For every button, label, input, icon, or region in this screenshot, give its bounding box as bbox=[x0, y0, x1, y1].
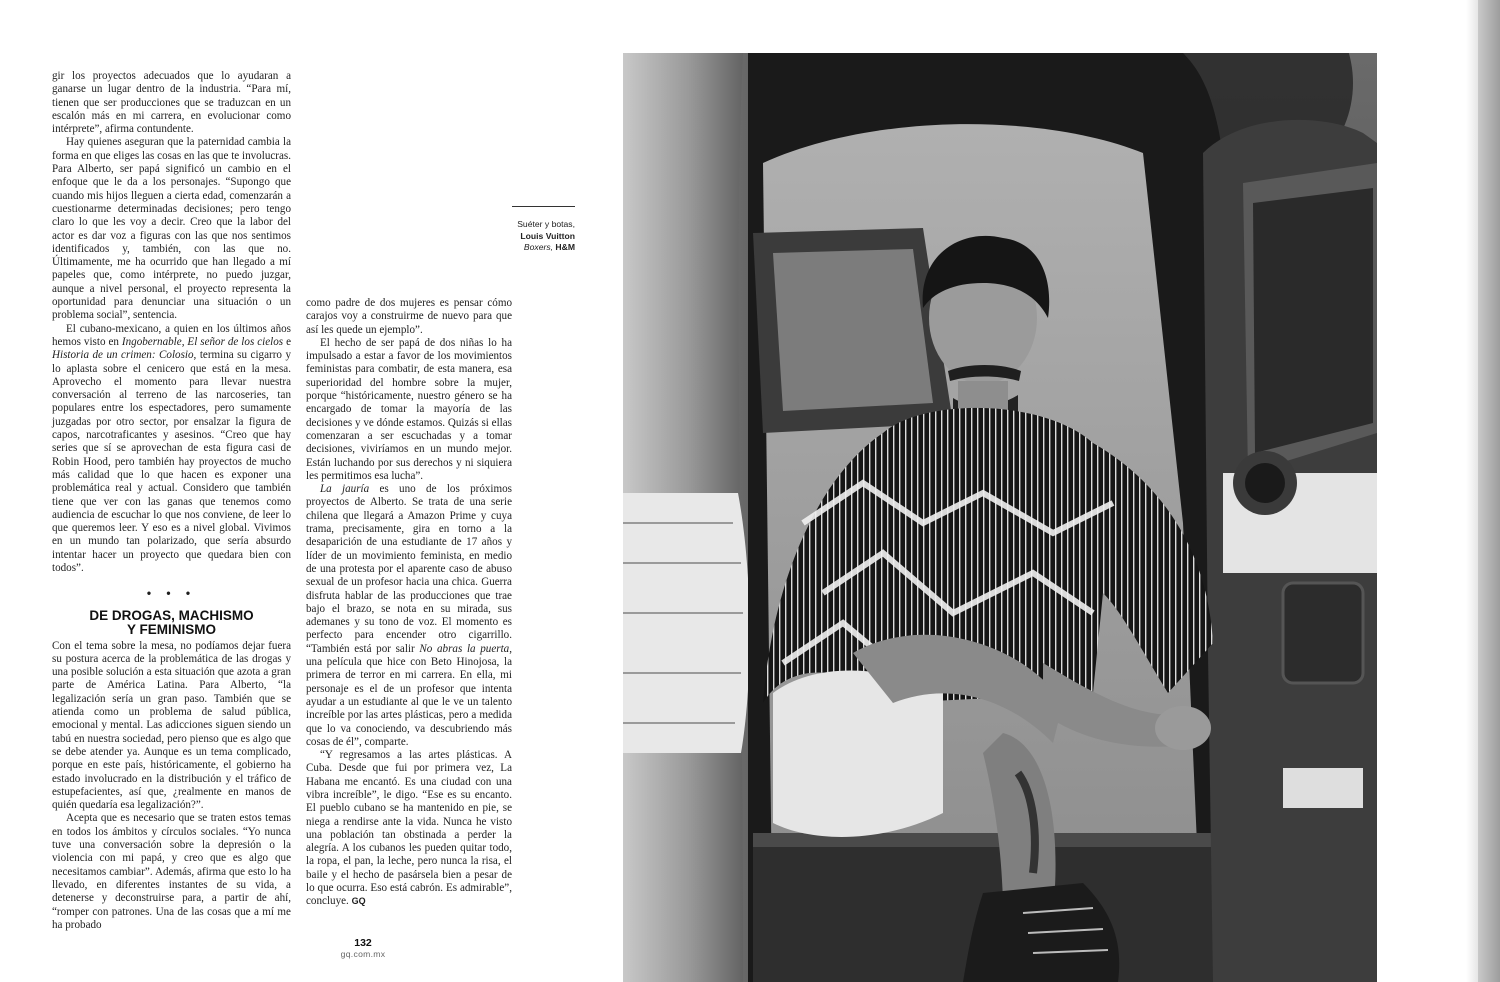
paragraph: “Y regresamos a las artes plásticas. A Cuba. Desde que fui por primera vez, La Habana me encantó. Es una ciudad con una vibra increíble”, le digo. “Ese es su encanto. El pueblo cubano se ha mantenido en pie, se niega a rendirse ante la vida. Nunca he visto una población tan obstinada a perder la alegría. A los cubanos les pueden quitar todo, la ropa, el pan, la leche, pero nunca la risa, el baile y el hecho de pasársela bien a pesar de lo que ocurra. Eso está cabrón. Es admirable”, concluye. GQ bbox=[306, 749, 512, 908]
article-column-2 bbox=[306, 297, 512, 909]
page-footer bbox=[323, 937, 403, 959]
photo-illustration bbox=[623, 53, 1377, 982]
page-number: 132 bbox=[354, 937, 372, 949]
section-divider-dots: • • • bbox=[146, 586, 197, 601]
paragraph: Acepta que es necesario que se traten estos temas en todos los ámbitos y círculos sociales. “Yo nunca tuve una conversación sobre la depresión o la violencia con mi papá, y creo que es algo que necesitamos cambiar”. Además, afirma que esto lo ha llevado, en diferentes instantes de su vida, a detenerse y deconstruirse para, a partir de ahí, “romper con patrones. Una de las cosas que a mí me ha probado bbox=[52, 812, 291, 931]
paragraph: gir los proyectos adecuados que lo ayudaran a ganarse un lugar dentro de la industria. “Para mí, tienen que ser producciones que se traduzcan en un escalón más en mi carrera, en evolucionar como intérprete”, afirma contundente. bbox=[52, 70, 291, 136]
section-heading: DE DROGAS, MACHISMO Y FEMINISMO bbox=[89, 607, 254, 638]
photo-caption: Suéter y botas, Louis Vuitton Boxers, H&M bbox=[517, 219, 575, 252]
paragraph: como padre de dos mujeres es pensar cómo carajos voy a construirme de nuevo para que así les quede un ejemplo”. bbox=[306, 297, 512, 336]
paragraph: El hecho de ser papá de dos niñas lo ha impulsado a estar a favor de los movimientos feministas para combatir, de esta manera, esa superioridad del hombre sobre la mujer, porque “históricamente, nuestro género se ha encargado de tomar la mayoría de las decisiones y ve dónde estamos. Quizás si ellas comenzaran a ser escuchadas y a tomar decisiones, viviríamos en un mundo mejor. Están luchando por sus derechos y ni siquiera les permitimos esa lucha”. bbox=[306, 336, 512, 482]
caption-rule bbox=[512, 206, 575, 207]
page-edge-highlight bbox=[1466, 0, 1478, 982]
end-mark-logo: GQ bbox=[351, 896, 366, 907]
paragraph: Hay quienes aseguran que la paternidad cambia la forma en que eliges las cosas en las que te involucras. Para Alberto, ser papá significó un cambio en el enfoque que le da a los personajes. “Supongo que cuando mis hijos lleguen a cierta edad, comenzarán a cuestionarme determinadas decisiones; pero tengo claro lo que les voy a decir. Creo que la labor del actor es dar voz a figuras con las que nos sentimos identificados y, también, con las que no. Últimamente, me ha ocurrido que han llegado a mí papeles que, como intérprete, no puedo juzgar, aunque a nivel personal, el proyecto representa la oportunidad para denunciar una situación o un problema social”, sentencia. bbox=[52, 136, 291, 322]
paragraph: El cubano-mexicano, a quien en los últimos años hemos visto en Ingobernable, El señor de los cielos e Historia de un crimen: Colosio, termina su cigarro y lo aplasta sobre el cenicero que está en la mesa. Aprovecho el momento para llevar nuestra conversación al terreno de las narcoseries, tan populares entre los espectadores, pero sumamente juzgadas por otro sector, por ensalzar la figura de capos, narcotraficantes y asesinos. “Creo que hay series que sí se aprovechan de esta figura casi de Robin Hood, pero también hay proyectos de mucho más calidad que lo que hacen es exponer una problemática real y actual. Considero que también tiene que ver con las ganas que tenemos como audiencia de escuchar lo que nos conviene, de leer lo que queremos leer. Y eso es a nivel global. Vivimos en un mundo tan polarizado, que sería absurdo intentar hacer un proyecto que quedara bien con todos”. bbox=[52, 322, 291, 574]
paragraph: La jauría es uno de los próximos proyectos de Alberto. Se trata de una serie chilena que llegará a Amazon Prime y cuya trama, precisamente, gira en torno a la desaparición de una estudiante de 17 años y líder de un movimiento feminista, en medio de una protesta por el aparente caso de abuso sexual de un profesor hacia una chica. Guerra disfruta hablar de las producciones que trae bajo el brazo, se nota en su mirada, sus ademanes y su tono de voz. El momento es perfecto para encender otro cigarrillo. “También está por salir No abras la puerta, una película que hice con Beto Hinojosa, la primera de terror en mi carrera. En ella, mi personaje es el de un profesor que intenta ayudar a un estudiante al que le ve un talento increíble por las artes plásticas, pero a medida que lo va conociendo, va descubriendo más cosas de él”, comparte. bbox=[306, 483, 512, 748]
photo-man-sitting-in-van-trunk bbox=[623, 53, 1377, 982]
paragraph: Con el tema sobre la mesa, no podíamos dejar fuera su postura acerca de la problemática de las drogas y una posible solución a esta situación que azota a gran parte de América Latina. Para Alberto, “la legalización sería un gran paso. También que se atienda como un problema de salud pública, emocional y mental. Las adicciones siguen siendo un tabú en nuestra sociedad, pero pienso que es algo que se debe atender ya. Aunque es un tema complicado, porque en este país, históricamente, el gobierno ha estado involucrado en la distribución y el tráfico de estupefacientes, así que, ¿realmente en manos de quién quedaría esa legalización?”. bbox=[52, 639, 291, 812]
article-column-1 bbox=[52, 70, 291, 932]
page-edge-shadow bbox=[1478, 0, 1500, 982]
site-url: gq.com.mx bbox=[340, 949, 386, 959]
